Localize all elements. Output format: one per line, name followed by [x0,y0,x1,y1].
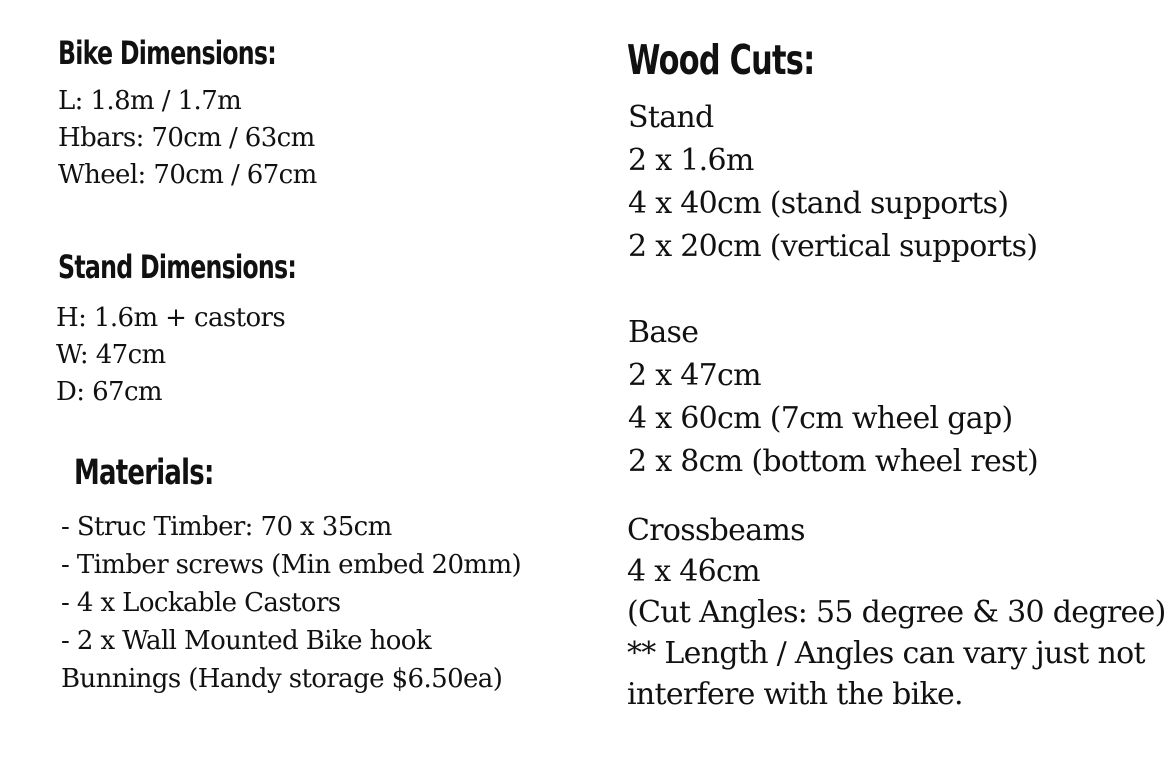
bike-dimensions-list [58,83,317,194]
wood-cuts-crossbeams-title: Crossbeams [627,513,805,548]
cut-item: 4 x 40cm (stand supports) [628,186,1009,221]
stand-depth-line: D: 67cm [56,377,162,407]
material-item: - Timber screws (Min embed 20mm) [61,550,522,580]
stand-dimensions-heading: Stand Dimensions: [58,248,297,286]
variance-note: ** Length / Angles can vary just not [627,636,1145,671]
materials-heading: Materials: [74,453,214,493]
wood-cuts-base-title: Base [628,315,699,350]
cut-angles-note: (Cut Angles: 55 degree & 30 degree) [627,595,1166,630]
wood-cuts-heading: Wood Cuts: [627,36,815,84]
bike-wheel-line: Wheel: 70cm / 67cm [58,160,317,190]
bike-handlebars-line: Hbars: 70cm / 63cm [58,123,315,153]
cut-item: 2 x 20cm (vertical supports) [628,229,1038,264]
cut-item: 4 x 46cm [627,554,760,589]
variance-note-continued: interfere with the bike. [627,677,963,712]
bike-length-line: L: 1.8m / 1.7m [58,86,242,116]
material-item: Bunnings (Handy storage $6.50ea) [61,664,503,694]
stand-height-line: H: 1.6m + castors [56,303,286,333]
cut-item: 2 x 8cm (bottom wheel rest) [628,444,1039,479]
wood-cuts-stand-title: Stand [628,100,714,135]
wood-cuts-crossbeams-section [627,510,1166,715]
materials-list [61,508,521,698]
material-item: - 4 x Lockable Castors [61,588,341,618]
material-item: - Struc Timber: 70 x 35cm [61,512,392,542]
cut-item: 2 x 47cm [628,358,761,393]
bike-dimensions-heading: Bike Dimensions: [58,34,277,72]
wood-cuts-base-section [628,311,1038,483]
cut-item: 2 x 1.6m [628,143,754,178]
stand-width-line: W: 47cm [56,340,166,370]
wood-cuts-stand-section [628,96,1037,268]
material-item: - 2 x Wall Mounted Bike hook [61,626,431,656]
cut-item: 4 x 60cm (7cm wheel gap) [628,401,1013,436]
stand-dimensions-list [56,300,285,411]
